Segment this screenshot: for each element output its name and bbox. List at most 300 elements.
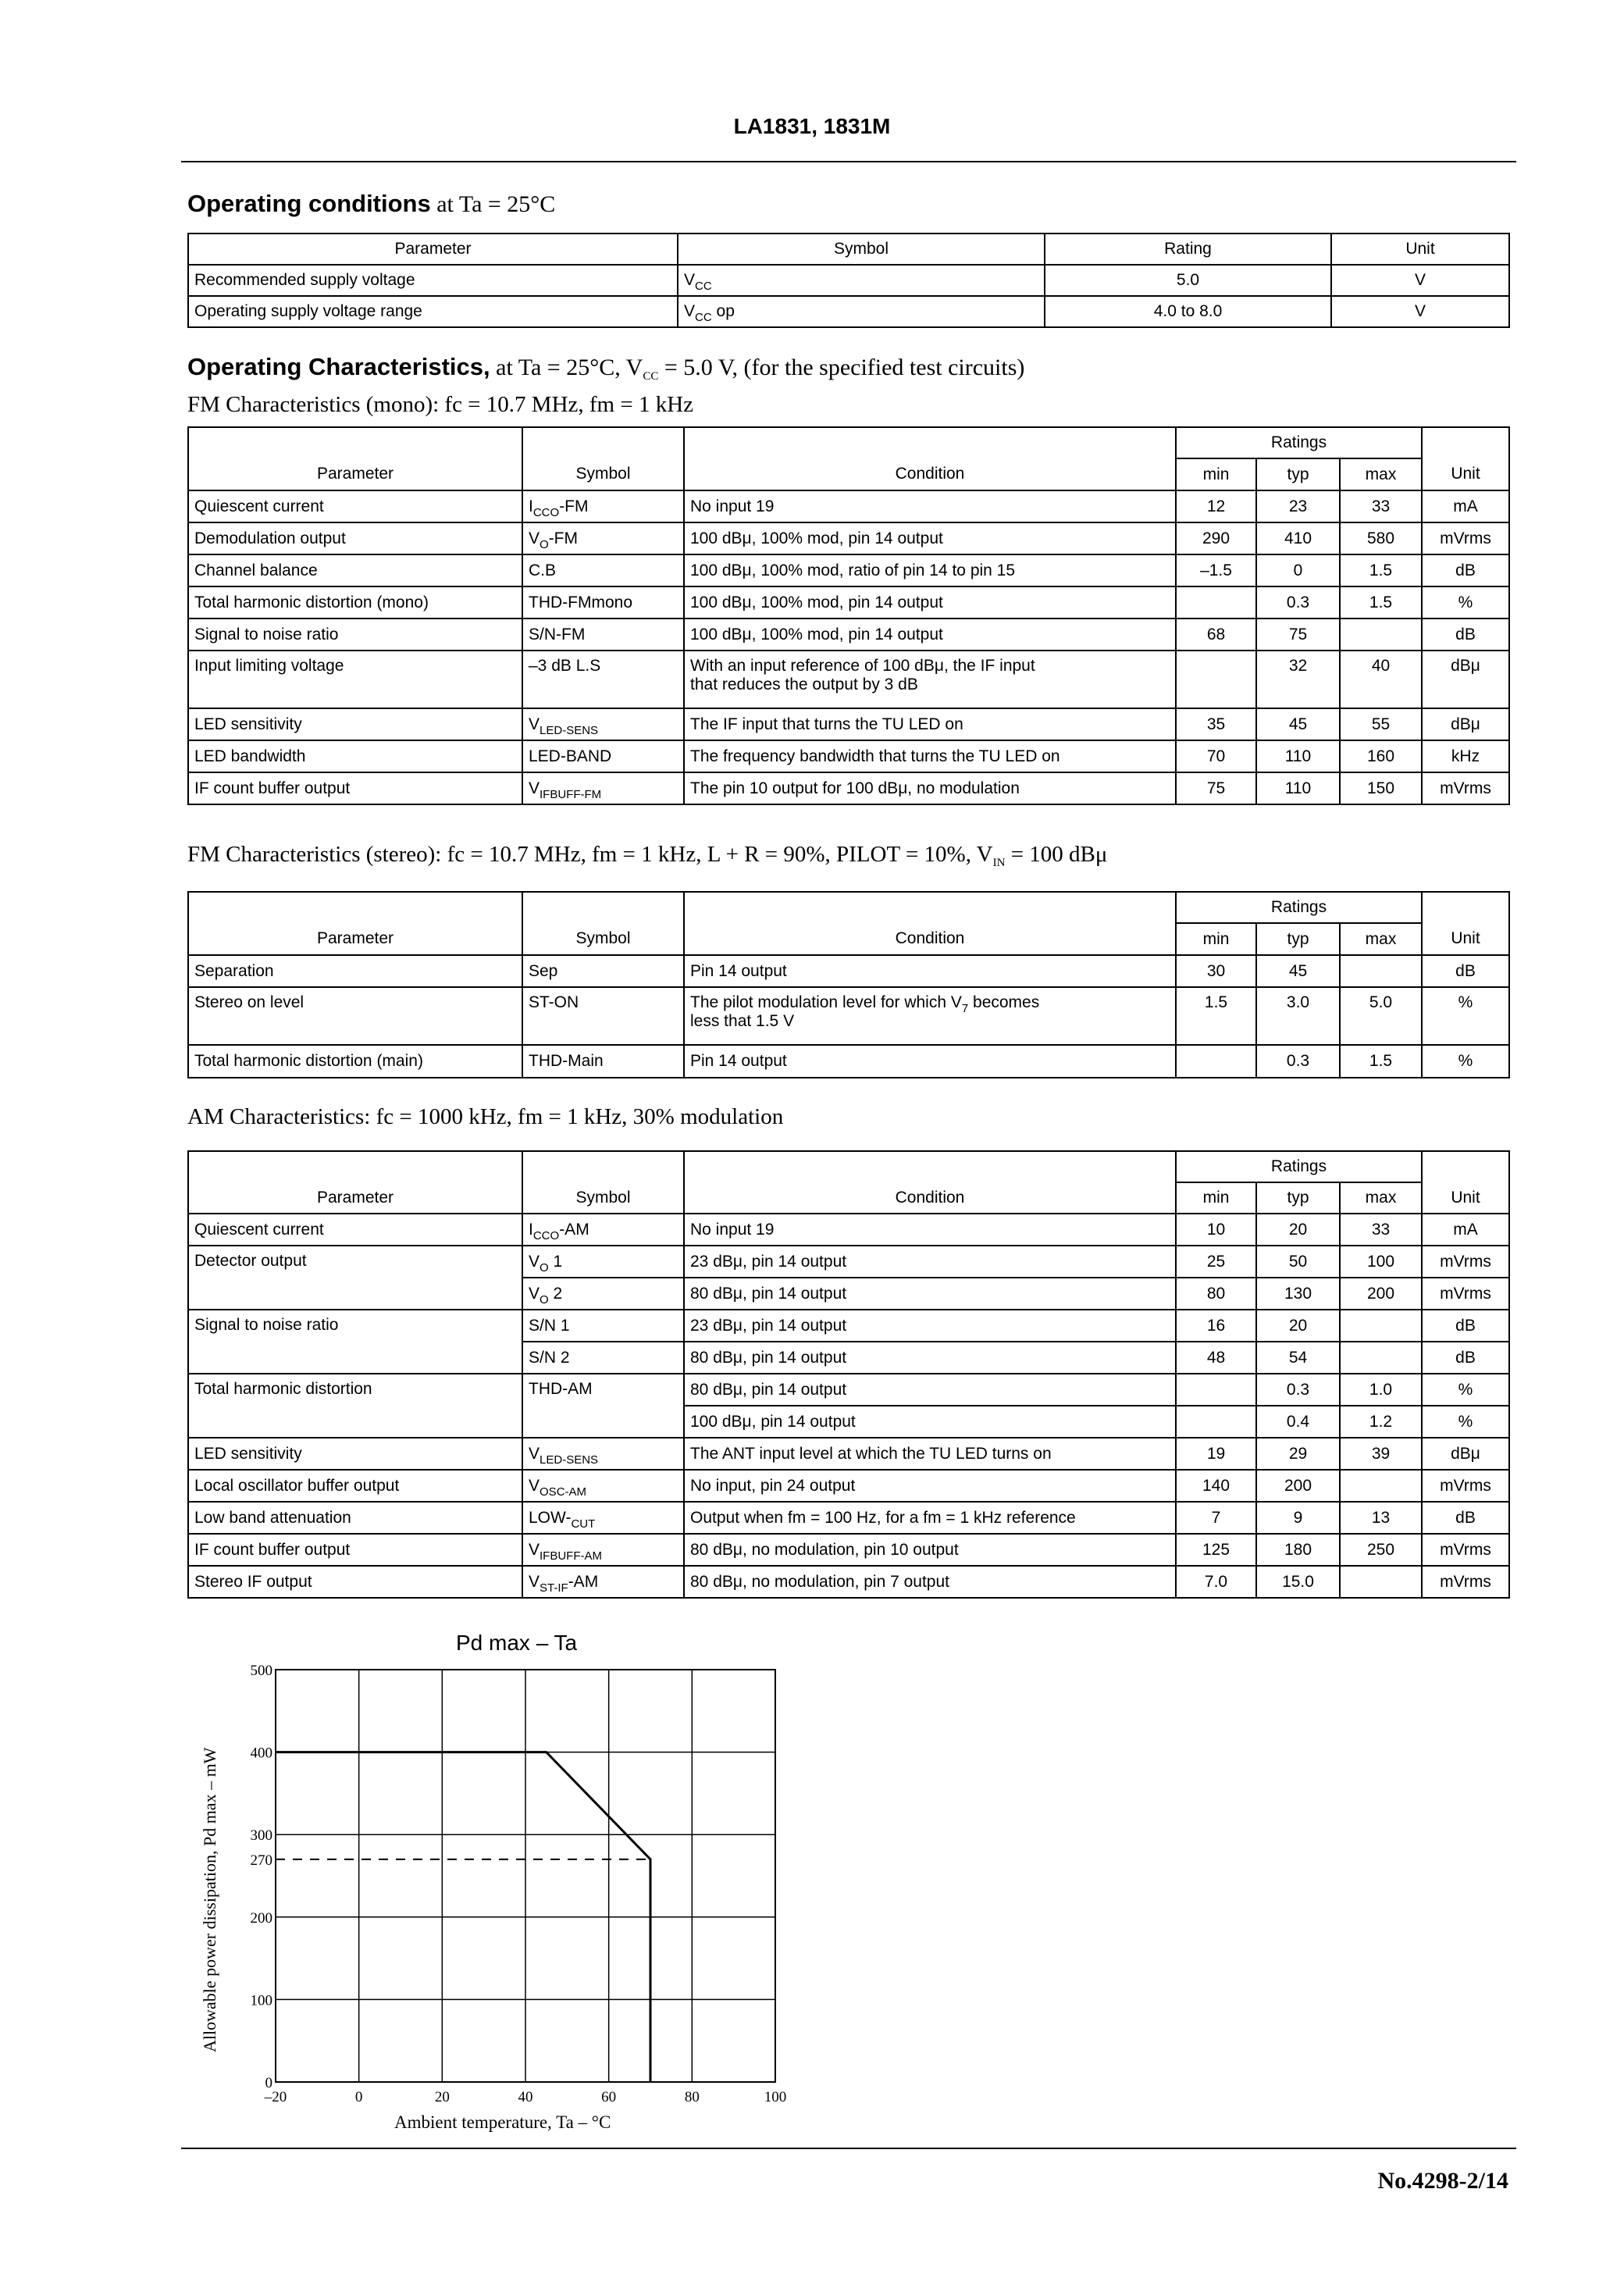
symbol-sub: CCO	[532, 505, 560, 519]
cell-unit: mVrms	[1422, 1278, 1509, 1310]
header-max: max	[1340, 458, 1422, 490]
operating-characteristics-lead: Operating Characteristics,	[187, 353, 490, 380]
cell-unit: dBμ	[1422, 708, 1509, 740]
chart-y-tick-label: 400	[250, 1745, 272, 1762]
symbol-suffix: 2	[548, 1284, 563, 1303]
table-row	[188, 1438, 1509, 1470]
fm-stereo-title-sub: IN	[992, 857, 1006, 869]
operating-conditions-title	[187, 190, 555, 218]
cell-max: 40	[1340, 651, 1422, 708]
cell-symbol	[522, 522, 684, 554]
cell-parameter: Channel balance	[188, 554, 522, 586]
condition-sub: 7	[961, 1002, 969, 1015]
table-row	[188, 296, 1509, 327]
cell-unit: dB	[1422, 1342, 1509, 1374]
cell-symbol: THD-FMmono	[522, 586, 684, 619]
operating-characteristics-title	[187, 353, 1024, 381]
header-parameter: Parameter	[188, 923, 522, 955]
symbol-main: V	[529, 1540, 540, 1559]
cell-symbol: S/N-FM	[522, 619, 684, 651]
table-row	[188, 740, 1509, 772]
symbol-main: I	[529, 1220, 533, 1239]
cell-condition: 100 dBμ, 100% mod, pin 14 output	[684, 586, 1176, 619]
symbol-main: V	[529, 779, 540, 797]
cell-max: 1.2	[1340, 1406, 1422, 1438]
header-condition: Condition	[684, 923, 1176, 955]
symbol-sub: IFBUFF-AM	[540, 1549, 603, 1563]
condition-text: The pilot modulation level for which V	[690, 993, 962, 1011]
cell-max: 150	[1340, 772, 1422, 804]
symbol-main: V	[529, 1572, 540, 1591]
cell-unit: mA	[1422, 490, 1509, 522]
header-min: min	[1176, 458, 1256, 490]
cell-rating: 4.0 to 8.0	[1045, 296, 1331, 327]
cell-symbol	[522, 1566, 684, 1598]
cell-unit: mVrms	[1422, 522, 1509, 554]
cell-max: 1.5	[1340, 1045, 1422, 1078]
cell-parameter: Total harmonic distortion (mono)	[188, 586, 522, 619]
cell-unit: dBμ	[1422, 1438, 1509, 1470]
cell-condition: Pin 14 output	[684, 1045, 1176, 1078]
cell-unit: dB	[1422, 554, 1509, 586]
header-spacer	[684, 1151, 1176, 1182]
chart-series-line	[276, 1752, 650, 2082]
header-spacer	[188, 1151, 522, 1182]
table-row	[188, 1470, 1509, 1502]
cell-min: 75	[1176, 772, 1256, 804]
cell-min	[1176, 586, 1256, 619]
cell-parameter: Operating supply voltage range	[188, 296, 678, 327]
table-header-row	[188, 1151, 1509, 1182]
cell-typ: 50	[1256, 1246, 1340, 1278]
cell-min: 16	[1176, 1310, 1256, 1342]
cell-typ: 180	[1256, 1534, 1340, 1566]
cell-condition: No input 19	[684, 490, 1176, 522]
cell-max	[1340, 955, 1422, 987]
cell-condition: 80 dBμ, no modulation, pin 10 output	[684, 1534, 1176, 1566]
cell-symbol	[522, 1214, 684, 1246]
cell-typ: 110	[1256, 772, 1340, 804]
cell-typ: 32	[1256, 651, 1340, 708]
cell-parameter: IF count buffer output	[188, 1534, 522, 1566]
header-ratings: Ratings	[1176, 1151, 1422, 1182]
header-unit: Unit	[1422, 458, 1509, 490]
cell-unit: mVrms	[1422, 1470, 1509, 1502]
header-spacer	[1422, 427, 1509, 458]
chart-title: Pd max – Ta	[456, 1631, 578, 1655]
am-title: AM Characteristics: fc = 1000 kHz, fm = 1 kHz, 30% modulation	[187, 1104, 784, 1129]
symbol-sub: IFBUFF-FM	[540, 787, 602, 801]
cell-parameter: Quiescent current	[188, 490, 522, 522]
cell-unit: dB	[1422, 619, 1509, 651]
cell-max: 33	[1340, 490, 1422, 522]
chart-y-tick-label: 270	[250, 1852, 272, 1869]
cell-max: 580	[1340, 522, 1422, 554]
table-row	[188, 1566, 1509, 1598]
cell-condition: 80 dBμ, no modulation, pin 7 output	[684, 1566, 1176, 1598]
chart-y-tick-label: 300	[250, 1827, 272, 1845]
cell-parameter: Separation	[188, 955, 522, 987]
header-symbol: Symbol	[522, 923, 684, 955]
cell-unit: %	[1422, 1406, 1509, 1438]
cell-parameter: Stereo on level	[188, 987, 522, 1045]
operating-characteristics-rest: at Ta = 25°C, V	[496, 355, 643, 380]
header-parameter: Parameter	[188, 234, 678, 265]
cell-parameter: Stereo IF output	[188, 1566, 522, 1598]
condition-line-2: less that 1.5 V	[690, 1012, 795, 1030]
cell-unit: mVrms	[1422, 1534, 1509, 1566]
cell-max	[1340, 1310, 1422, 1342]
cell-condition: No input, pin 24 output	[684, 1470, 1176, 1502]
cell-max: 160	[1340, 740, 1422, 772]
header-parameter: Parameter	[188, 458, 522, 490]
am-table	[187, 1150, 1510, 1599]
header-typ: typ	[1256, 458, 1340, 490]
cell-typ: 9	[1256, 1502, 1340, 1534]
cell-typ: 20	[1256, 1214, 1340, 1246]
chart-x-tick-label: –20	[264, 2089, 287, 2105]
table-header-row	[188, 458, 1509, 490]
table-row	[188, 1310, 1509, 1342]
symbol-main: V	[529, 1476, 540, 1495]
cell-condition: Output when fm = 100 Hz, for a fm = 1 kHz reference	[684, 1502, 1176, 1534]
header-parameter: Parameter	[188, 1182, 522, 1214]
chart-x-tick-label: 20	[434, 2089, 450, 2105]
cell-symbol	[678, 265, 1045, 296]
cell-parameter: Signal to noise ratio	[188, 619, 522, 651]
cell-unit: mVrms	[1422, 1566, 1509, 1598]
cell-unit: %	[1422, 586, 1509, 619]
symbol-sub: CC	[695, 280, 712, 293]
cell-symbol: LED-BAND	[522, 740, 684, 772]
condition-line-1: With an input reference of 100 dBμ, the IF input	[690, 657, 1035, 675]
cell-typ: 0	[1256, 554, 1340, 586]
symbol-main: V	[529, 715, 540, 733]
chart-y-tick-label: 500	[250, 1663, 272, 1679]
cell-condition: 100 dBμ, 100% mod, ratio of pin 14 to pin 15	[684, 554, 1176, 586]
symbol-main: LOW-	[529, 1508, 572, 1527]
table-row	[188, 522, 1509, 554]
cell-condition: 100 dBμ, pin 14 output	[684, 1406, 1176, 1438]
cell-symbol: THD-Main	[522, 1045, 684, 1078]
operating-conditions-table	[187, 233, 1510, 328]
cell-condition: 23 dBμ, pin 14 output	[684, 1310, 1176, 1342]
table-row	[188, 1374, 1509, 1406]
cell-parameter: Total harmonic distortion (main)	[188, 1045, 522, 1078]
header-spacer	[1422, 1151, 1509, 1182]
cell-condition	[684, 987, 1176, 1045]
cell-parameter: Local oscillator buffer output	[188, 1470, 522, 1502]
cell-min: 30	[1176, 955, 1256, 987]
cell-condition: The ANT input level at which the TU LED turns on	[684, 1438, 1176, 1470]
fm-stereo-title-tail: = 100 dBμ	[1005, 842, 1108, 867]
cell-max: 5.0	[1340, 987, 1422, 1045]
cell-parameter: Detector output	[188, 1246, 522, 1310]
chart-y-axis-label: Allowable power dissipation, Pd max – mW	[200, 1747, 219, 2052]
cell-min: 70	[1176, 740, 1256, 772]
cell-typ: 200	[1256, 1470, 1340, 1502]
cell-condition	[684, 651, 1176, 708]
cell-max: 39	[1340, 1438, 1422, 1470]
cell-min	[1176, 1374, 1256, 1406]
operating-characteristics-sub: CC	[643, 370, 659, 383]
cell-condition: 80 dBμ, pin 14 output	[684, 1342, 1176, 1374]
cell-typ: 23	[1256, 490, 1340, 522]
table-row	[188, 1214, 1509, 1246]
operating-characteristics-tail: = 5.0 V, (for the specified test circuits)	[664, 355, 1025, 380]
chart-plot-frame	[276, 1670, 775, 2082]
chart-x-tick-label: 80	[684, 2089, 700, 2105]
cell-min: 140	[1176, 1470, 1256, 1502]
symbol-main: V	[684, 271, 696, 289]
cell-unit: mVrms	[1422, 1246, 1509, 1278]
cell-min	[1176, 1045, 1256, 1078]
cell-max: 1.5	[1340, 586, 1422, 619]
cell-condition: Pin 14 output	[684, 955, 1176, 987]
cell-min	[1176, 1406, 1256, 1438]
cell-parameter: Input limiting voltage	[188, 651, 522, 708]
symbol-suffix: -FM	[559, 497, 589, 515]
cell-typ: 45	[1256, 955, 1340, 987]
header-spacer	[522, 892, 684, 923]
cell-min: 25	[1176, 1246, 1256, 1278]
cell-min: –1.5	[1176, 554, 1256, 586]
table-header-row	[188, 234, 1509, 265]
header-symbol: Symbol	[522, 458, 684, 490]
condition-line-1	[690, 993, 1170, 1015]
table-row	[188, 1534, 1509, 1566]
header-spacer	[188, 427, 522, 458]
cell-condition: 100 dBμ, 100% mod, pin 14 output	[684, 522, 1176, 554]
cell-condition: The pin 10 output for 100 dBμ, no modulation	[684, 772, 1176, 804]
table-row	[188, 955, 1509, 987]
cell-parameter: Low band attenuation	[188, 1502, 522, 1534]
condition-line-2: that reduces the output by 3 dB	[690, 676, 918, 693]
chart-y-tick-label: 0	[265, 2075, 272, 2091]
header-condition: Condition	[684, 458, 1176, 490]
cell-typ: 110	[1256, 740, 1340, 772]
chart-y-tick-label: 100	[250, 1992, 272, 2009]
chart-x-tick-label: 0	[354, 2089, 363, 2105]
cell-symbol: S/N 1	[522, 1310, 684, 1342]
header-unit: Unit	[1422, 1182, 1509, 1214]
cell-symbol	[522, 772, 684, 804]
fm-mono-table	[187, 426, 1510, 805]
cell-symbol: –3 dB L.S	[522, 651, 684, 708]
footer-rule	[181, 2148, 1516, 2149]
cell-min: 68	[1176, 619, 1256, 651]
chart-x-tick-label: 60	[601, 2089, 617, 2105]
table-row	[188, 708, 1509, 740]
fm-mono-title: FM Characteristics (mono): fc = 10.7 MHz, fm = 1 kHz	[187, 392, 694, 417]
cell-unit: kHz	[1422, 740, 1509, 772]
cell-parameter: Signal to noise ratio	[188, 1310, 522, 1374]
header-symbol: Symbol	[522, 1182, 684, 1214]
header-unit: Unit	[1331, 234, 1509, 265]
table-row	[188, 586, 1509, 619]
cell-typ: 3.0	[1256, 987, 1340, 1045]
table-row	[188, 987, 1509, 1045]
header-typ: typ	[1256, 923, 1340, 955]
header-ratings: Ratings	[1176, 892, 1422, 923]
header-ratings: Ratings	[1176, 427, 1422, 458]
header-min: min	[1176, 923, 1256, 955]
cell-max	[1340, 1342, 1422, 1374]
cell-min: 19	[1176, 1438, 1256, 1470]
cell-min	[1176, 651, 1256, 708]
cell-typ: 0.3	[1256, 1374, 1340, 1406]
cell-rating: 5.0	[1045, 265, 1331, 296]
cell-max: 13	[1340, 1502, 1422, 1534]
cell-symbol: C.B	[522, 554, 684, 586]
symbol-sub: CUT	[571, 1517, 596, 1531]
operating-conditions-rest: at Ta = 25°C	[436, 191, 556, 217]
cell-symbol: ST-ON	[522, 987, 684, 1045]
cell-condition: 23 dBμ, pin 14 output	[684, 1246, 1176, 1278]
header-symbol: Symbol	[678, 234, 1045, 265]
cell-typ: 29	[1256, 1438, 1340, 1470]
cell-unit: %	[1422, 987, 1509, 1045]
cell-max: 100	[1340, 1246, 1422, 1278]
cell-typ: 20	[1256, 1310, 1340, 1342]
header-max: max	[1340, 1182, 1422, 1214]
cell-parameter: LED sensitivity	[188, 1438, 522, 1470]
symbol-main: I	[529, 497, 533, 515]
cell-max	[1340, 1566, 1422, 1598]
header-spacer	[684, 427, 1176, 458]
symbol-sub: OSC-AM	[540, 1485, 587, 1499]
cell-symbol	[522, 1502, 684, 1534]
page-header-title: LA1831, 1831M	[733, 114, 891, 138]
chart-x-tick-label: 40	[518, 2089, 533, 2105]
cell-parameter: Demodulation output	[188, 522, 522, 554]
symbol-suffix: -AM	[559, 1220, 589, 1239]
table-row	[188, 1246, 1509, 1278]
cell-typ: 0.3	[1256, 1045, 1340, 1078]
cell-condition: 100 dBμ, 100% mod, pin 14 output	[684, 619, 1176, 651]
symbol-sub: CC	[695, 311, 712, 324]
table-row	[188, 554, 1509, 586]
cell-min: 80	[1176, 1278, 1256, 1310]
cell-symbol	[522, 1246, 684, 1278]
header-max: max	[1340, 923, 1422, 955]
cell-min: 290	[1176, 522, 1256, 554]
cell-typ: 0.3	[1256, 586, 1340, 619]
header-rating: Rating	[1045, 234, 1331, 265]
header-unit: Unit	[1422, 923, 1509, 955]
cell-symbol: S/N 2	[522, 1342, 684, 1374]
cell-symbol	[522, 490, 684, 522]
cell-min: 35	[1176, 708, 1256, 740]
cell-symbol	[522, 1278, 684, 1310]
table-row	[188, 619, 1509, 651]
cell-min: 7.0	[1176, 1566, 1256, 1598]
fm-stereo-table	[187, 891, 1510, 1078]
cell-condition: The frequency bandwidth that turns the TU LED on	[684, 740, 1176, 772]
header-typ: typ	[1256, 1182, 1340, 1214]
table-row	[188, 1502, 1509, 1534]
symbol-sub: O	[540, 1260, 549, 1274]
symbol-suffix: -AM	[568, 1572, 599, 1591]
cell-typ: 54	[1256, 1342, 1340, 1374]
symbol-sub: LED-SENS	[540, 1453, 599, 1467]
cell-parameter: Recommended supply voltage	[188, 265, 678, 296]
cell-max: 55	[1340, 708, 1422, 740]
cell-parameter: LED sensitivity	[188, 708, 522, 740]
symbol-main: V	[529, 1284, 540, 1303]
cell-symbol	[678, 296, 1045, 327]
cell-unit: %	[1422, 1374, 1509, 1406]
cell-min: 7	[1176, 1502, 1256, 1534]
table-header-row	[188, 923, 1509, 955]
cell-min: 10	[1176, 1214, 1256, 1246]
cell-parameter: IF count buffer output	[188, 772, 522, 804]
cell-condition: No input 19	[684, 1214, 1176, 1246]
table-header-row	[188, 427, 1509, 458]
cell-unit: dB	[1422, 1310, 1509, 1342]
header-rule	[181, 161, 1516, 162]
symbol-sub: O	[540, 537, 549, 551]
cell-unit: mA	[1422, 1214, 1509, 1246]
fm-stereo-title-main: FM Characteristics (stereo): fc = 10.7 MHz, fm = 1 kHz, L + R = 90%, PILOT = 10%, V	[187, 842, 993, 867]
table-row	[188, 265, 1509, 296]
cell-symbol	[522, 708, 684, 740]
condition-text-tail: becomes	[968, 993, 1040, 1011]
header-spacer	[1422, 892, 1509, 923]
cell-typ: 130	[1256, 1278, 1340, 1310]
symbol-main: V	[529, 1252, 540, 1271]
cell-typ: 75	[1256, 619, 1340, 651]
cell-unit: V	[1331, 265, 1509, 296]
header-spacer	[684, 892, 1176, 923]
cell-max: 1.0	[1340, 1374, 1422, 1406]
symbol-sub: CCO	[532, 1228, 560, 1242]
cell-min: 1.5	[1176, 987, 1256, 1045]
header-condition: Condition	[684, 1182, 1176, 1214]
table-row	[188, 490, 1509, 522]
cell-symbol	[522, 1470, 684, 1502]
cell-symbol	[522, 1534, 684, 1566]
cell-unit: dB	[1422, 955, 1509, 987]
symbol-sub: ST-IF	[540, 1581, 568, 1595]
cell-max	[1340, 619, 1422, 651]
cell-parameter: Quiescent current	[188, 1214, 522, 1246]
symbol-suffix: -FM	[548, 529, 579, 547]
fm-stereo-title	[187, 842, 1107, 868]
symbol-main: V	[529, 529, 540, 547]
cell-max	[1340, 1470, 1422, 1502]
cell-max: 250	[1340, 1534, 1422, 1566]
table-header-row	[188, 1182, 1509, 1214]
cell-min: 48	[1176, 1342, 1256, 1374]
symbol-sub: LED-SENS	[540, 723, 599, 737]
cell-condition: The IF input that turns the TU LED on	[684, 708, 1176, 740]
table-row	[188, 651, 1509, 708]
symbol-sub: O	[540, 1292, 549, 1307]
symbol-suffix: op	[711, 302, 735, 320]
cell-max: 200	[1340, 1278, 1422, 1310]
cell-parameter: Total harmonic distortion	[188, 1374, 522, 1438]
cell-typ: 0.4	[1256, 1406, 1340, 1438]
table-row	[188, 1045, 1509, 1078]
symbol-main: V	[529, 1444, 540, 1463]
cell-symbol	[522, 1438, 684, 1470]
cell-min: 125	[1176, 1534, 1256, 1566]
symbol-main: V	[684, 302, 696, 320]
cell-unit: mVrms	[1422, 772, 1509, 804]
symbol-suffix: 1	[548, 1252, 563, 1271]
header-spacer	[522, 1151, 684, 1182]
